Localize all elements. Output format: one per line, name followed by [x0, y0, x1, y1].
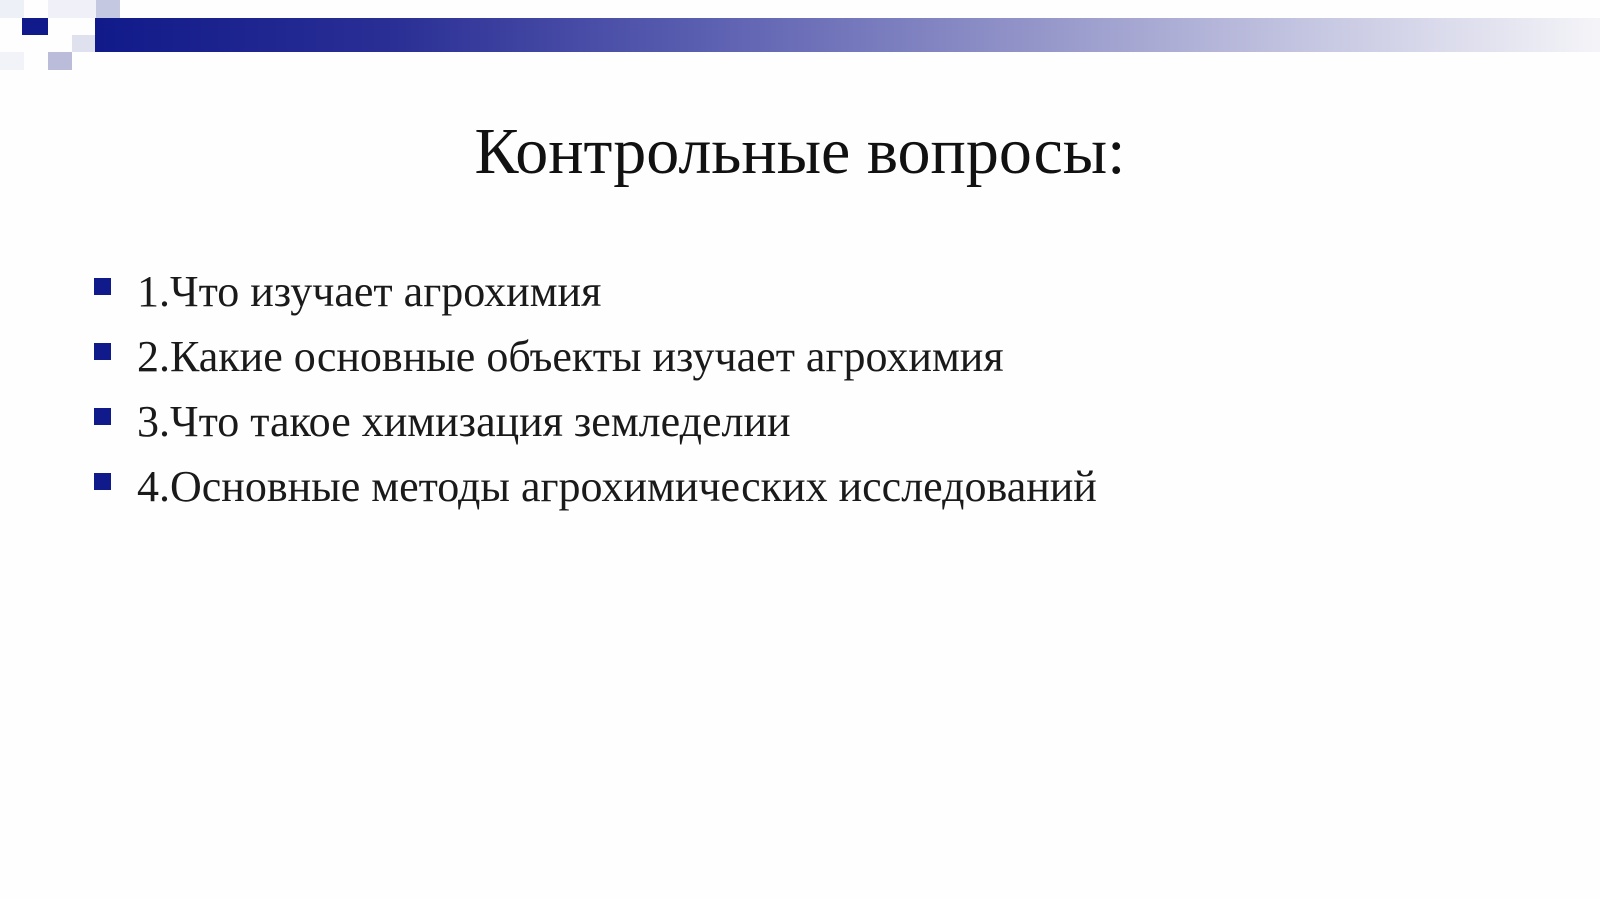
square-bullet-icon: [94, 343, 111, 360]
decor-square: [72, 35, 96, 52]
square-bullet-icon: [94, 278, 111, 295]
decor-square: [22, 18, 48, 35]
decor-square: [48, 0, 96, 18]
square-bullet-icon: [94, 473, 111, 490]
list-item-label: 4.Основные методы агрохимических исследований: [137, 462, 1097, 511]
list-item-label: 3.Что такое химизация земледелии: [137, 397, 791, 446]
decor-square: [96, 0, 120, 18]
list-item: [92, 266, 1097, 331]
list-item-label: 1.Что изучает агрохимия: [137, 267, 602, 316]
header-gradient-band: [95, 18, 1600, 52]
square-bullet-icon: [94, 408, 111, 425]
list-item: [92, 461, 1097, 526]
decor-square: [0, 52, 24, 70]
list-item: [92, 331, 1097, 396]
list-item-label: 2.Какие основные объекты изучает агрохимия: [137, 332, 1004, 381]
decor-square: [48, 52, 72, 70]
slide-title: Контрольные вопросы:: [474, 115, 1126, 188]
question-list: [92, 266, 1097, 526]
decor-square: [0, 0, 24, 18]
list-item: [92, 396, 1097, 461]
